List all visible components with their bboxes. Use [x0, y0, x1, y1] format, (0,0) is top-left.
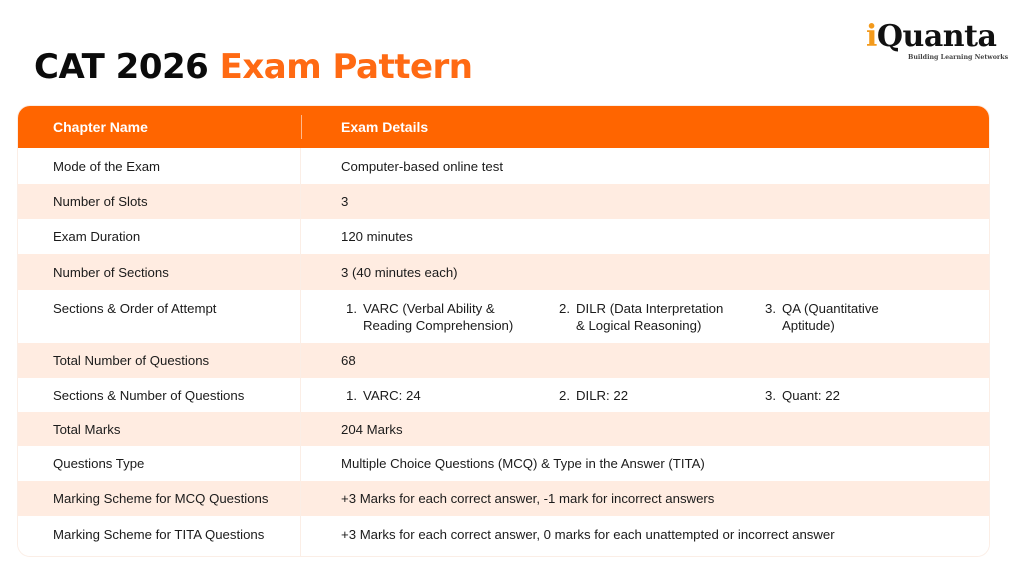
item-line2: & Logical Reasoning): [576, 318, 702, 333]
iquanta-logo: [866, 20, 1010, 68]
header-divider: [301, 115, 302, 139]
row-label: Marking Scheme for TITA Questions: [18, 516, 301, 556]
item-number: 2.: [559, 301, 570, 316]
row-label: Sections & Order of Attempt: [18, 290, 301, 343]
row-value: 3: [341, 194, 349, 209]
table-row: [18, 412, 989, 446]
table-row: [18, 254, 989, 290]
table-row: [18, 481, 989, 516]
item-number: 3.: [765, 388, 776, 403]
row-label: Mode of the Exam: [18, 148, 301, 184]
row-value: 120 minutes: [341, 229, 413, 244]
row-label: Total Marks: [18, 412, 301, 446]
exam-pattern-table: [18, 106, 989, 556]
section-count: [765, 387, 840, 404]
section-item: [346, 300, 513, 334]
row-value: Computer-based online test: [341, 158, 504, 174]
row-value: +3 Marks for each correct answer, -1 mark for incorrect answers: [341, 491, 715, 506]
table-row: [18, 378, 989, 412]
item-line1: DILR (Data Interpretation: [576, 301, 724, 316]
item-number: 1.: [346, 388, 357, 403]
header-exam-details: Exam Details: [341, 119, 429, 135]
table-header: [18, 106, 989, 148]
item-number: 3.: [765, 301, 776, 316]
row-label: Number of Sections: [18, 254, 301, 290]
title-accent: Exam Pattern: [219, 47, 473, 87]
table-row: [18, 343, 989, 378]
item-line2: Aptitude): [782, 318, 835, 333]
row-value: +3 Marks for each correct answer, 0 marks for each unattempted or incorrect answer: [341, 526, 835, 542]
section-item: [559, 300, 723, 334]
item-number: 2.: [559, 388, 570, 403]
header-chapter-name: Chapter Name: [53, 119, 148, 135]
table-row: [18, 290, 989, 343]
row-value: Multiple Choice Questions (MCQ) & Type in the Answer (TITA): [341, 456, 705, 471]
logo-wordmark: [866, 20, 1010, 54]
item-number: 1.: [346, 301, 357, 316]
logo-tagline: Building Learning Networks: [908, 54, 1009, 61]
section-count: [559, 387, 628, 404]
table-row: [18, 516, 989, 556]
item-text: Quant: 22: [782, 388, 840, 403]
row-value: 68: [341, 353, 356, 368]
row-label: Questions Type: [18, 446, 301, 481]
title-main: CAT 2026: [34, 47, 209, 87]
item-line2: Reading Comprehension): [363, 318, 514, 333]
section-count: [346, 387, 421, 404]
row-label: Total Number of Questions: [18, 343, 301, 378]
item-line1: QA (Quantitative: [782, 301, 879, 316]
table-row: [18, 446, 989, 481]
table-row: [18, 148, 989, 184]
row-label: Number of Slots: [18, 184, 301, 219]
row-label: Exam Duration: [18, 219, 301, 254]
row-value: 204 Marks: [341, 421, 403, 437]
page-title: [34, 44, 473, 90]
item-text: VARC: 24: [363, 388, 421, 403]
section-item: [765, 300, 879, 334]
row-label: Sections & Number of Questions: [18, 378, 301, 412]
row-label: Marking Scheme for MCQ Questions: [18, 481, 301, 516]
item-text: DILR: 22: [576, 388, 629, 403]
item-line1: VARC (Verbal Ability &: [363, 301, 495, 316]
row-value: [301, 290, 989, 343]
table-row: [18, 219, 989, 254]
row-value: 3 (40 minutes each): [341, 264, 458, 280]
logo-i: i: [866, 19, 877, 54]
row-value: [301, 378, 989, 412]
table-row: [18, 184, 989, 219]
logo-quanta: Quanta: [876, 19, 997, 54]
